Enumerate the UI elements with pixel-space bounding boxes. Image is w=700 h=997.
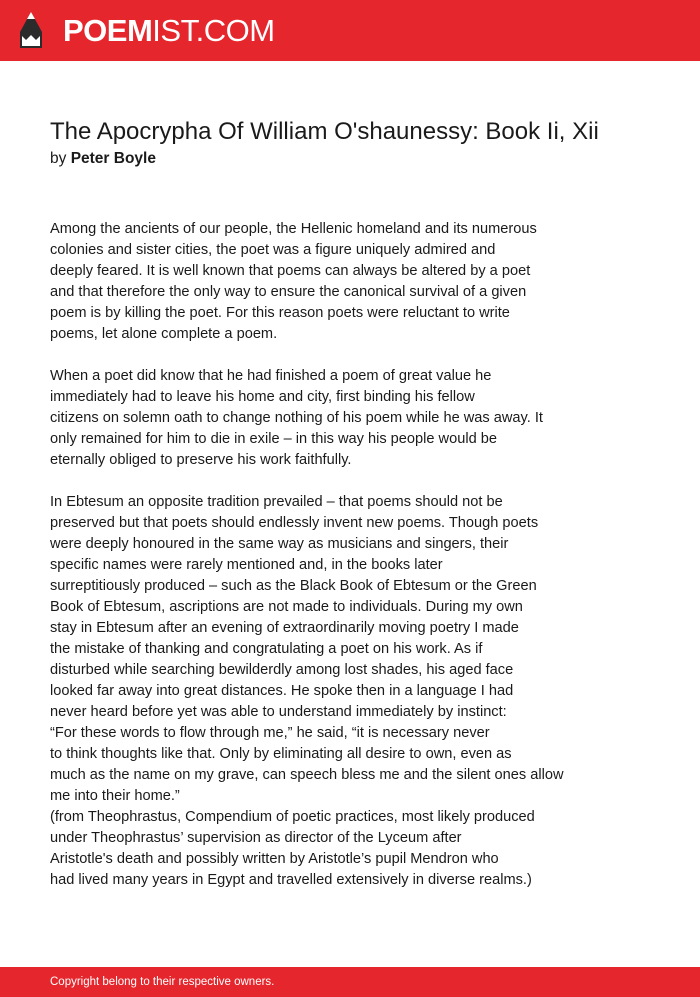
author-name: Peter Boyle (70, 150, 156, 167)
byline-prefix: by (50, 150, 67, 167)
site-logo[interactable] (63, 14, 275, 48)
poem-line: specific names were rarely mentioned and, in the books later (50, 557, 443, 573)
poem-body (50, 219, 650, 912)
site-header (0, 0, 700, 61)
poem-line: disturbed while searching bewilderdly among lost shades, his aged face (50, 662, 514, 678)
pencil-icon[interactable] (18, 10, 44, 50)
logo-text-light: IST.COM (152, 13, 275, 48)
poem-line: and that therefore the only way to ensure the canonical survival of a given (50, 284, 527, 300)
poem-line: under Theophrastus’ supervision as director of the Lyceum after (50, 830, 462, 846)
poem-line: me into their home.” (50, 788, 180, 804)
poem-line: looked far away into great distances. He spoke then in a language I had (50, 683, 514, 699)
poem-line: When a poet did know that he had finished a poem of great value he (50, 368, 492, 384)
poem-line: eternally obliged to preserve his work faithfully. (50, 452, 352, 468)
poem-title: The Apocrypha Of William O'shaunessy: Book Ii, Xii (50, 118, 599, 145)
logo-text-bold: POEM (63, 13, 153, 48)
site-footer (0, 967, 700, 997)
poem-line: stay in Ebtesum after an evening of extraordinarily moving poetry I made (50, 620, 519, 636)
poem-stanza (50, 492, 650, 891)
poem-line: poems, let alone complete a poem. (50, 326, 278, 342)
poem-line: the mistake of thanking and congratulating a poet on his work. As if (50, 641, 483, 657)
poem-line: “For these words to flow through me,” he said, “it is necessary never (50, 725, 490, 741)
poem-line: were deeply honoured in the same way as musicians and singers, their (50, 536, 509, 552)
poem-line: immediately had to leave his home and city, first binding his fellow (50, 389, 475, 405)
poem-line: only remained for him to die in exile – in this way his people would be (50, 431, 497, 447)
poem-line: citizens on solemn oath to change nothing of his poem while he was away. It (50, 410, 543, 426)
poem-line: never heard before yet was able to understand immediately by instinct: (50, 704, 507, 720)
poem-line: deeply feared. It is well known that poems can always be altered by a poet (50, 263, 531, 279)
poem-line: surreptitiously produced – such as the Black Book of Ebtesum or the Green (50, 578, 537, 594)
poem-line: poem is by killing the poet. For this reason poets were reluctant to write (50, 305, 510, 321)
poem-stanza (50, 366, 650, 471)
poem-line: preserved but that poets should endlessly invent new poems. Though poets (50, 515, 539, 531)
poem-line: colonies and sister cities, the poet was a figure uniquely admired and (50, 242, 496, 258)
byline (50, 149, 156, 169)
poem-line: (from Theophrastus, Compendium of poetic practices, most likely produced (50, 809, 535, 825)
poem-stanza (50, 219, 650, 345)
copyright-text: Copyright belong to their respective owners. (50, 976, 275, 988)
poem-line: Aristotle's death and possibly written by Aristotle’s pupil Mendron who (50, 851, 499, 867)
poem-line: had lived many years in Egypt and travelled extensively in diverse realms.) (50, 872, 532, 888)
poem-line: much as the name on my grave, can speech bless me and the silent ones allow (50, 767, 564, 783)
poem-line: to think thoughts like that. Only by eliminating all desire to own, even as (50, 746, 512, 762)
poem-line: Book of Ebtesum, ascriptions are not made to individuals. During my own (50, 599, 523, 615)
poem-line: In Ebtesum an opposite tradition prevailed – that poems should not be (50, 494, 503, 510)
poem-line: Among the ancients of our people, the Hellenic homeland and its numerous (50, 221, 537, 237)
